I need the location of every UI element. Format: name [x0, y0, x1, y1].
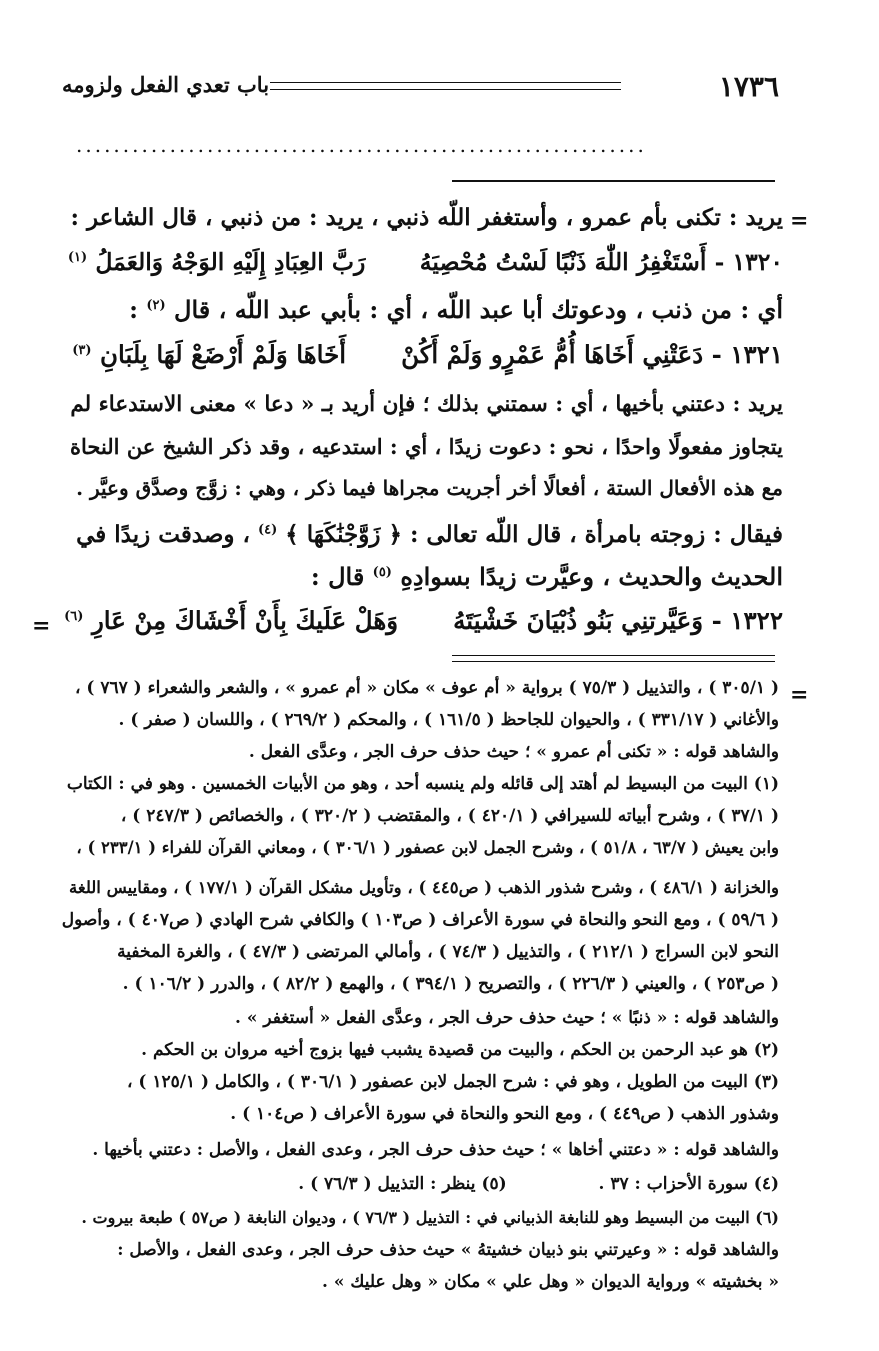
footnote-line: ( ٥٩/٦ ) ، ومع النحو والنحاة في سورة الأعراف ( ص١٠٣ ) والكافي شرح الهادي ( ص٤٠٧ ) ، وأصول — [61, 910, 779, 930]
continuation-mark: = — [790, 208, 809, 234]
body-line: يريد : تكنى بأم عمرو ، وأستغفر اللّه ذنبي ، يريد : من ذنبي ، قال الشاعر : — [70, 204, 783, 231]
footnote-line: (٦) البيت من البسيط وهو للنابغة الذبياني في : التذييل ( ٧٦/٣ ) ، وديوان النابغة ( ص٥٧ ) طبعة بيروت . — [81, 1208, 779, 1227]
footnote-ref: (١) — [67, 250, 88, 266]
verse-number: ١٣٢٠ - — [714, 248, 783, 276]
verse-first-hemistich: دَعَتْنِي أَخَاهَا أُمُّ عَمْرٍو وَلَمْ أَكُنْ — [401, 340, 704, 369]
footnote-4: (٤) سورة الأحزاب : ٣٧ . — [598, 1174, 779, 1194]
footnote-line: ( ٣٠٥/١ ) ، والتذييل ( ٧٥/٣ ) برواية « أم عوف » مكان « أم عمرو » ، والشعر والشعراء ( ٧٦٧ ) ، — [74, 678, 779, 698]
verse-number: ١٣٢١ - — [711, 340, 783, 369]
footnote-5: (٥) ينظر : التذييل ( ٧٦/٣ ) . — [298, 1174, 507, 1194]
verse-1322 — [62, 606, 783, 635]
footnote-line: والشاهد قوله : « تكنى أم عمرو » ؛ حيث حذف حرف الجر ، وعدَّى الفعل . — [248, 742, 779, 762]
body-line: أي : من ذنب ، ودعوتك أبا عبد اللّه ، أي : بأبي عبد اللّه ، قال $^{(٢)}$ : — [129, 295, 783, 324]
footnote-line: والشاهد قوله : « وعيرتني بنو ذبيان خشيتهُ » حيث حذف حرف الجر ، وعدى الفعل ، والأصل : — [117, 1240, 779, 1260]
footnote-ref: (٦) — [64, 608, 84, 624]
chapter-title: باب تعدي الفعل ولزومه — [62, 72, 270, 97]
header-double-rule — [270, 82, 621, 90]
footnote-line: والخزانة ( ٤٨٦/١ ) ، وشرح شذور الذهب ( ص٤٤٥ ) ، وتأويل مشكل القرآن ( ١٧٧/١ ) ، ومقاييس اللغة — [69, 878, 779, 897]
verse-second-hemistich: وَهَلْ عَلَيكَ بِأَنْ أَخْشَاكَ مِنْ عَارِ — [91, 606, 399, 635]
footnote-line: النحو لابن السراج ( ٢١٢/١ ) ، والتذييل ( ٧٤/٣ ) ، وأمالي المرتضى ( ٤٧/٣ ) ، والغرة المخفية — [117, 942, 779, 962]
body-line: يتجاوز مفعولًا واحدًا ، نحو : دعوت زيدًا ، أي : استدعيه ، وقد ذكر الشيخ عن النحاة — [69, 434, 783, 459]
footnote-line: والشاهد قوله : « ذنبًا » ؛ حيث حذف حرف الجر ، وعدَّى الفعل « أستغفر » . — [235, 1008, 779, 1028]
footnote-line: والشاهد قوله : « دعتني أخاها » ؛ حيث حذف حرف الجر ، وعدى الفعل ، والأصل : دعتني بأخيها . — [92, 1140, 779, 1160]
verse-1320 — [62, 248, 783, 276]
footnote-line: (٢) هو عبد الرحمن بن الحكم ، والبيت من قصيدة يشبب فيها بزوج أخيه مروان بن الحكم . — [141, 1040, 779, 1060]
footnote-line: « بخشيته » ورواية الديوان « وهل علي » مكان « وهل عليك » . — [322, 1272, 779, 1292]
body-line: مع هذه الأفعال الستة ، أفعالًا أخر أجريت مجراها فيما ذكر ، وهي : زوَّج وصدَّق وعيَّر . — [76, 476, 783, 500]
verse-1321 — [62, 340, 783, 369]
verse-second-hemistich: أَخَاهَا وَلَمْ أَرْضَعْ لَهَا بِلَبَانِ — [100, 340, 347, 369]
footnote-line: والأغاني ( ٣٣١/١٧ ) ، والحيوان للجاحظ ( ١٦١/٥ ) ، والمحكم ( ٢٦٩/٢ ) ، واللسان ( صفر ) . — [118, 710, 779, 730]
verse-number: ١٣٢٢ - — [711, 606, 783, 635]
continuation-mark: = — [790, 682, 809, 708]
footnote-ref: (٢) — [146, 298, 166, 313]
footnote-line: (١) البيت من البسيط لم أهتد إلى قائله ولم ينسبه أحد ، وهو من الأبيات الخمسين . وهو في : الكتاب — [66, 774, 779, 794]
body-line: يريد : دعتني بأخيها ، أي : سمتني بذلك ؛ فإن أريد بـ « دعا » معنى الاستدعاء لم — [70, 392, 783, 417]
footnote-ref: (٥) — [372, 565, 392, 580]
page-number: ١٧٣٦ — [718, 70, 779, 103]
footnote-ref: (٣) — [72, 342, 92, 358]
continuation-mark: = — [32, 613, 51, 639]
footnote-line: ( ٣٧/١ ) ، وشرح أبياته للسيرافي ( ٤٢٠/١ ) ، والمقتضب ( ٣٢٠/٢ ) ، والخصائص ( ٢٤٧/٣ ) ، — [120, 806, 779, 826]
body-line: فيقال : زوجته بامرأة ، قال اللّه تعالى : ﴿ زَوَّجْنَٰكَهَا ﴾ $^{(٤)}$ ، وصدقت زيدًا في — [76, 521, 783, 548]
footnote-line: وشذور الذهب ( ص٤٤٩ ) ، ومع النحو والنحاة في سورة الأعراف ( ص١٠٤ ) . — [230, 1104, 779, 1124]
footnote-ref: (٤) — [257, 522, 278, 538]
dotted-separator: ............................................................. — [76, 133, 647, 157]
verse-second-hemistich: رَبَّ العِبَادِ إِلَيْهِ الوَجْهُ وَالعَمَلُ — [95, 248, 366, 276]
verse-first-hemistich: وَعَيَّرتنِي بَنُو ذُبْيَانَ خَشْيَتَهُ — [453, 606, 704, 635]
footnote-line: (٣) البيت من الطويل ، وهو في : شرح الجمل لابن عصفور ( ٣٠٦/١ ) ، والكامل ( ١٢٥/١ ) ، — [126, 1072, 779, 1092]
footnote-line: وابن يعيش ( ٦٣/٧ ، ٥١/٨ ) ، وشرح الجمل لابن عصفور ( ٣٠٦/١ ) ، ومعاني القرآن للفراء ( ٢٣٣/١ ) ، — [76, 838, 779, 857]
body-line: الحديث والحديث ، وعيَّرت زيدًا بسوادِهِ $^{(٥)}$ قال : — [310, 562, 783, 591]
verse-first-hemistich: أَسْتَغْفِرُ اللّٰهَ ذَنْبًا لَسْتُ مُحْصِيَهُ — [419, 248, 707, 276]
footnote-line: ( ص٢٥٣ ) ، والعيني ( ٢٢٦/٣ ) ، والتصريح ( ٣٩٤/١ ) ، والهمع ( ٨٢/٢ ) ، والدرر ( ١٠٦/٢ ) . — [122, 974, 779, 994]
section-rule — [452, 180, 775, 182]
footnote-line — [62, 1174, 779, 1194]
footnote-separator — [452, 655, 775, 662]
